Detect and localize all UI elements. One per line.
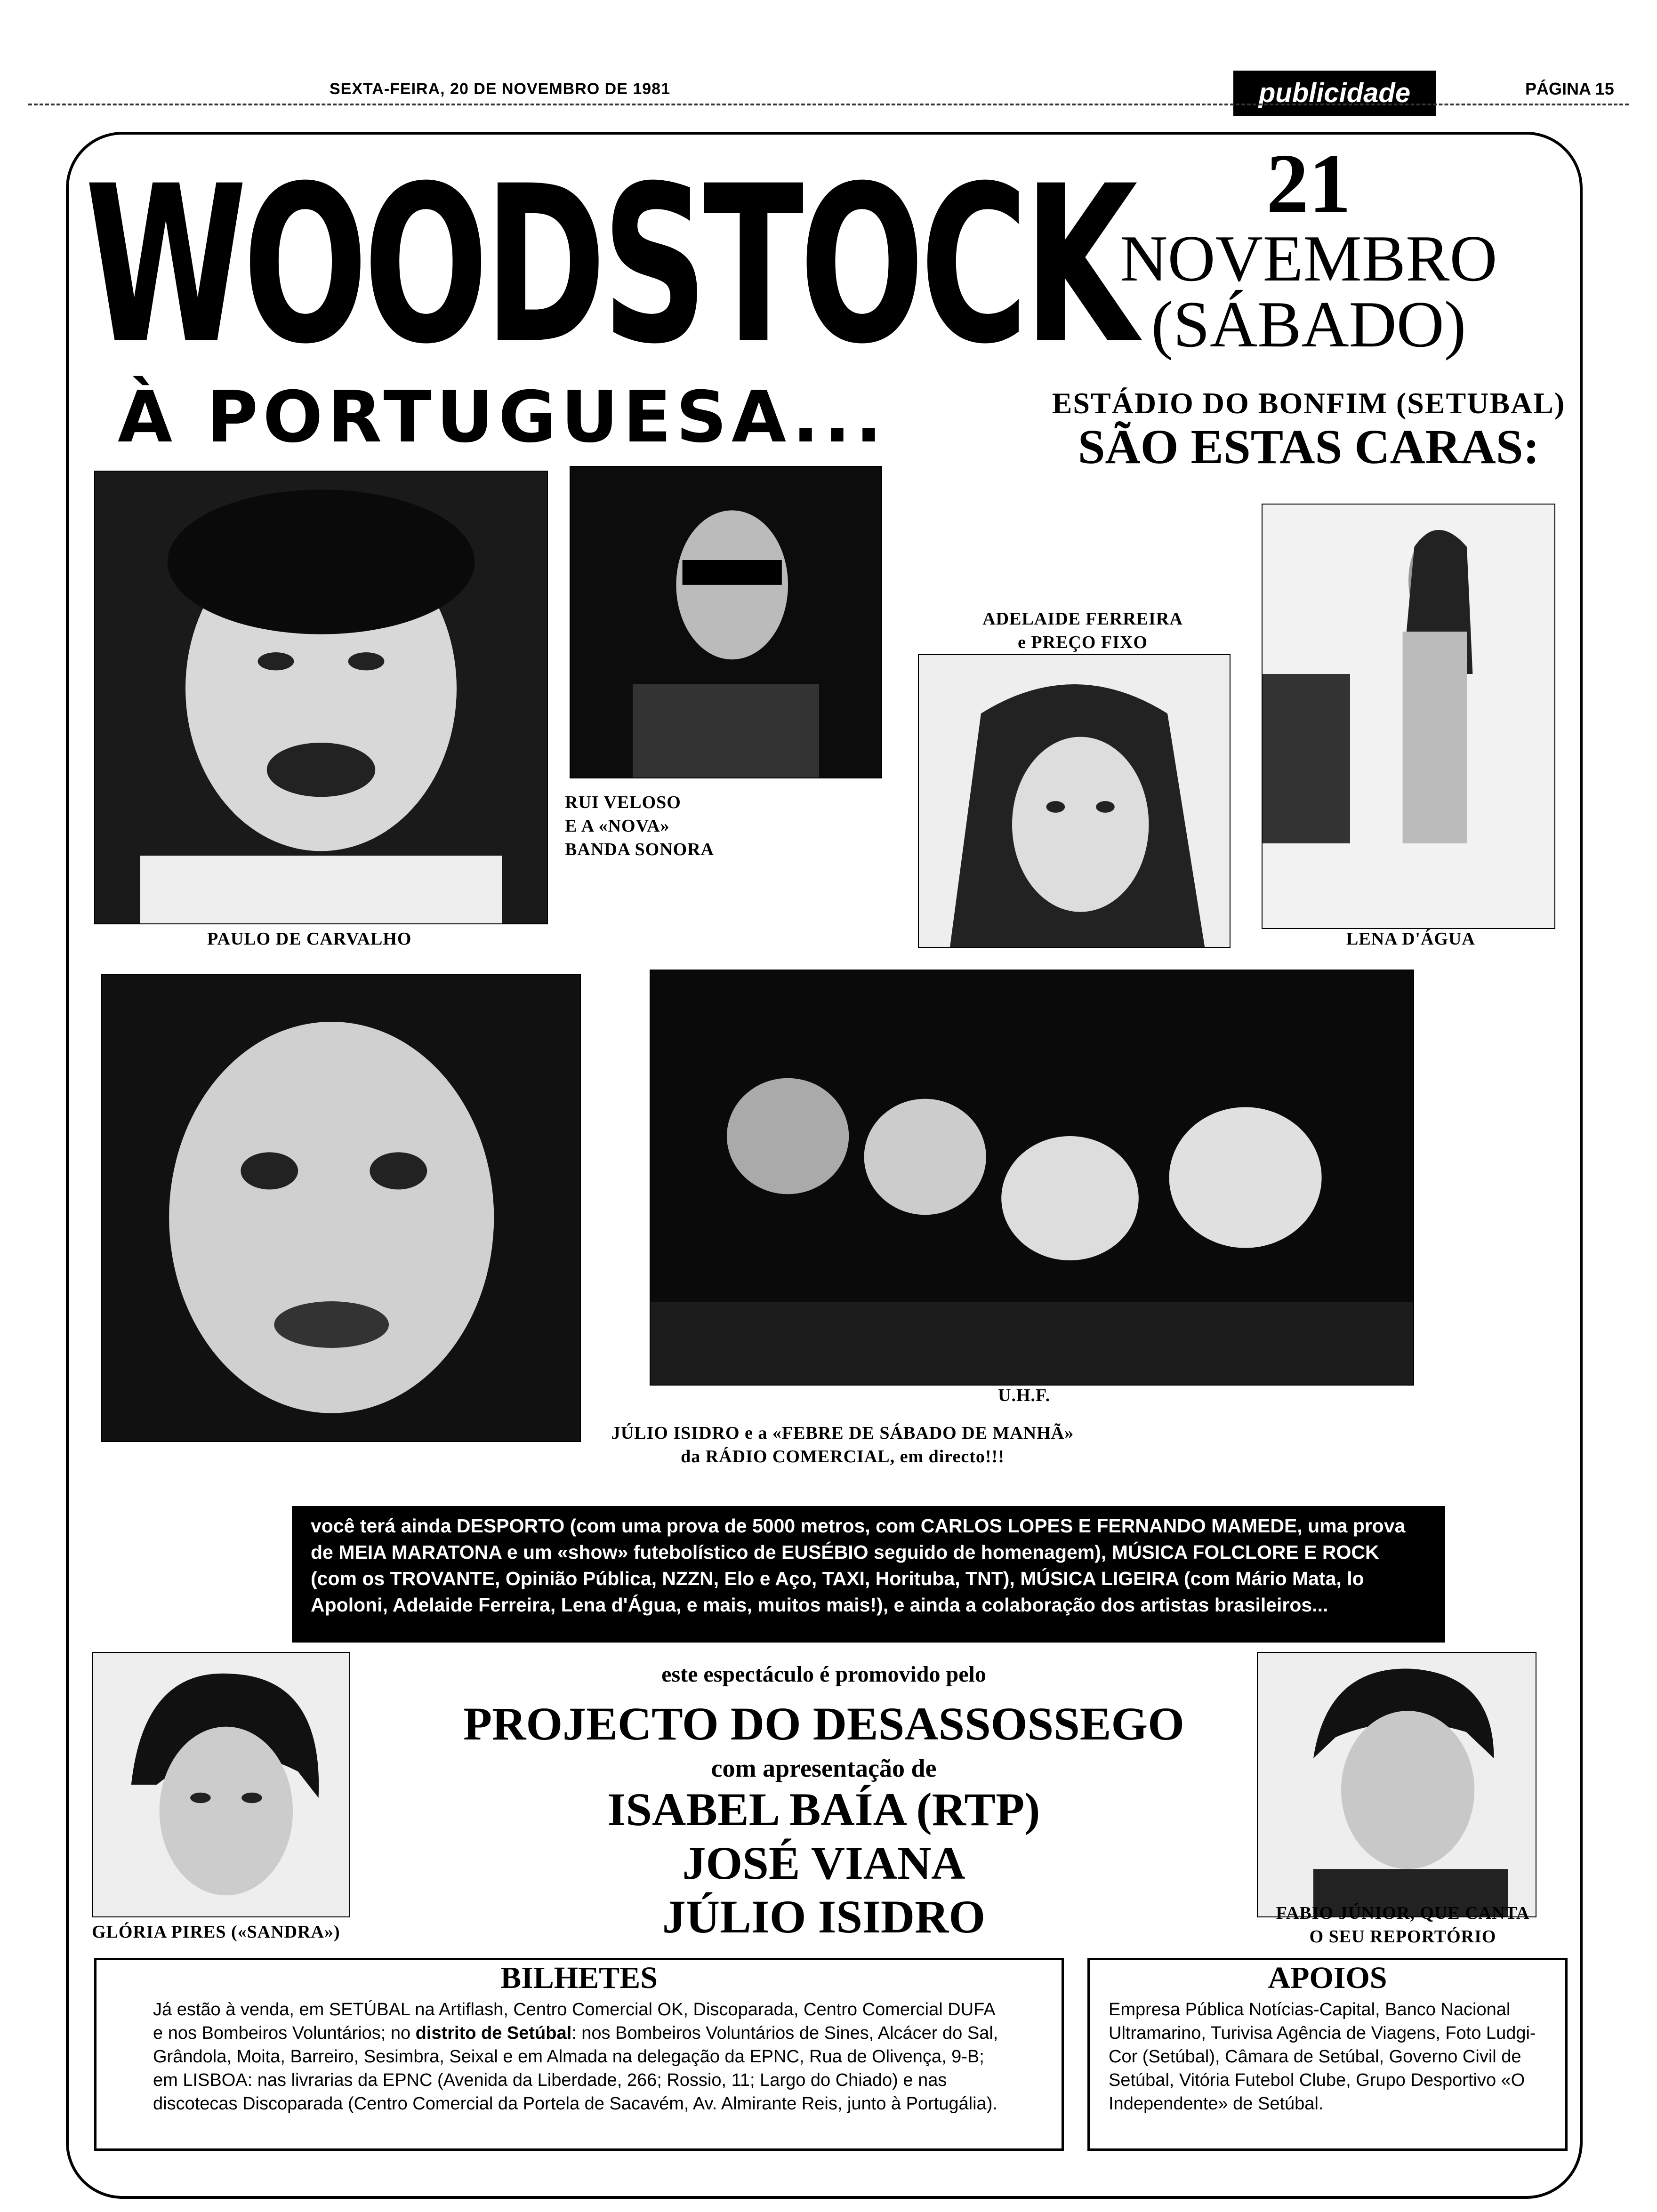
caption-lena-dagua: LENA D'ÁGUA xyxy=(1346,929,1475,949)
event-venue: ESTÁDIO DO BONFIM (SETUBAL) xyxy=(1052,386,1566,420)
tickets-body: Já estão à venda, em SETÚBAL na Artiflash, Centro Comercial OK, Discoparada, Centro Comercial DUFA e nos Bombeiros Voluntários; no distrito de Setúbal: nos Bombeiros Voluntários de Sines, Alcácer do Sal, Grândola, Moita, Barreiro, Sesimbra, Seixal e em Almada na delegação da EPNC, Rua de Olivença, 9-B; em LISBOA: nas livrarias da EPNC (Avenida da Liberdade, 266; Rossio, 11; Largo do Chiado) e nas discotecas Discoparada (Centro Comercial da Portela de Sacavém, Av. Almirante Reis, junto à Portugália). xyxy=(153,2000,998,2114)
caption-adelaide-ferreira: ADELAIDE FERREIRA e PREÇO FIXO xyxy=(982,609,1183,652)
presenter-3: JÚLIO ISIDRO xyxy=(662,1891,986,1943)
tickets-title: BILHETES xyxy=(500,1961,658,1995)
caption-uhf: U.H.F. xyxy=(998,1386,1051,1405)
support-box xyxy=(1087,1958,1568,2151)
photo-adelaide-ferreira xyxy=(918,654,1231,948)
publication-logo: publicidade xyxy=(1233,71,1436,116)
presenter-2: JOSÉ VIANA xyxy=(682,1837,965,1889)
presented-by: com apresentação de xyxy=(711,1754,937,1782)
photo-fabio-junior xyxy=(1257,1652,1536,1917)
presenter-1: ISABEL BAÍA (RTP) xyxy=(607,1783,1040,1835)
photo-rui-veloso xyxy=(570,466,882,778)
page-header xyxy=(28,71,1629,113)
event-month: NOVEMBRO xyxy=(1120,222,1497,295)
promo-intro: este espectáculo é promovido pelo xyxy=(661,1662,986,1687)
issue-date: SEXTA-FEIRA, 20 DE NOVEMBRO DE 1981 xyxy=(330,80,670,98)
photo-lena-dagua xyxy=(1262,504,1555,929)
event-date xyxy=(1054,136,1563,361)
tickets-box xyxy=(94,1958,1064,2151)
portuguesa-subtitle: À PORTUGUESA... xyxy=(118,377,887,458)
support-title: APOIOS xyxy=(1268,1961,1387,1995)
event-weekday: (SÁBADO) xyxy=(1151,288,1466,361)
caption-rui-veloso: RUI VELOSO E A «NOVA» BANDA SONORA xyxy=(565,793,715,859)
caption-fabio-junior: FABIO JÚNIOR, QUE CANTA O SEU REPORTÓRIO xyxy=(1276,1903,1530,1947)
promo-block xyxy=(400,1661,1247,1944)
event-day: 21 xyxy=(1266,136,1351,230)
header-rule xyxy=(28,104,1629,105)
radio-line: JÚLIO ISIDRO e a «FEBRE DE SÁBADO DE MANHÃ» da RÁDIO COMERCIAL, em directo!!! xyxy=(611,1423,1074,1467)
photo-uhf-band xyxy=(650,970,1414,1386)
page-number: PÁGINA 15 xyxy=(1525,79,1614,98)
faces-heading: SÃO ESTAS CARAS: xyxy=(1078,420,1540,474)
program-box: você terá ainda DESPORTO (com uma prova de 5000 metros, com CARLOS LOPES E FERNANDO MAMEDE, uma prova de MEIA MARATONA e um «show» futebolístico de EUSÉBIO seguido de homenagem), MÚSICA FOLCLORE E ROCK (com os TROVANTE, Opinião Pública, NZZN, Elo e Aço, TAXI, Horituba, TNT), MÚSICA LIGEIRA (com Mário Mata, lo Apoloni, Adelaide Ferreira, Lena d'Água, e mais, muitos mais!), e ainda a colaboração dos artistas brasileiros... xyxy=(292,1506,1445,1643)
photo-julio-isidro xyxy=(101,974,581,1442)
woodstock-title: WOODSTOCK xyxy=(85,140,1134,392)
organizer-name: PROJECTO DO DESASSOSSEGO xyxy=(463,1698,1184,1750)
support-body: Empresa Pública Notícias-Capital, Banco Nacional Ultramarino, Turivisa Agência de Viagens, Foto Ludgi-Cor (Setúbal), Câmara de Setúbal, Governo Civil de Setúbal, Vitória Futebol Clube, Grupo Desportivo «O Independente» de Setúbal. xyxy=(1109,2000,1536,2114)
caption-gloria-pires: GLÓRIA PIRES («SANDRA») xyxy=(92,1922,340,1942)
caption-paulo-de-carvalho: PAULO DE CARVALHO xyxy=(207,929,412,949)
photo-paulo-de-carvalho xyxy=(94,471,548,924)
photo-gloria-pires xyxy=(92,1652,350,1917)
